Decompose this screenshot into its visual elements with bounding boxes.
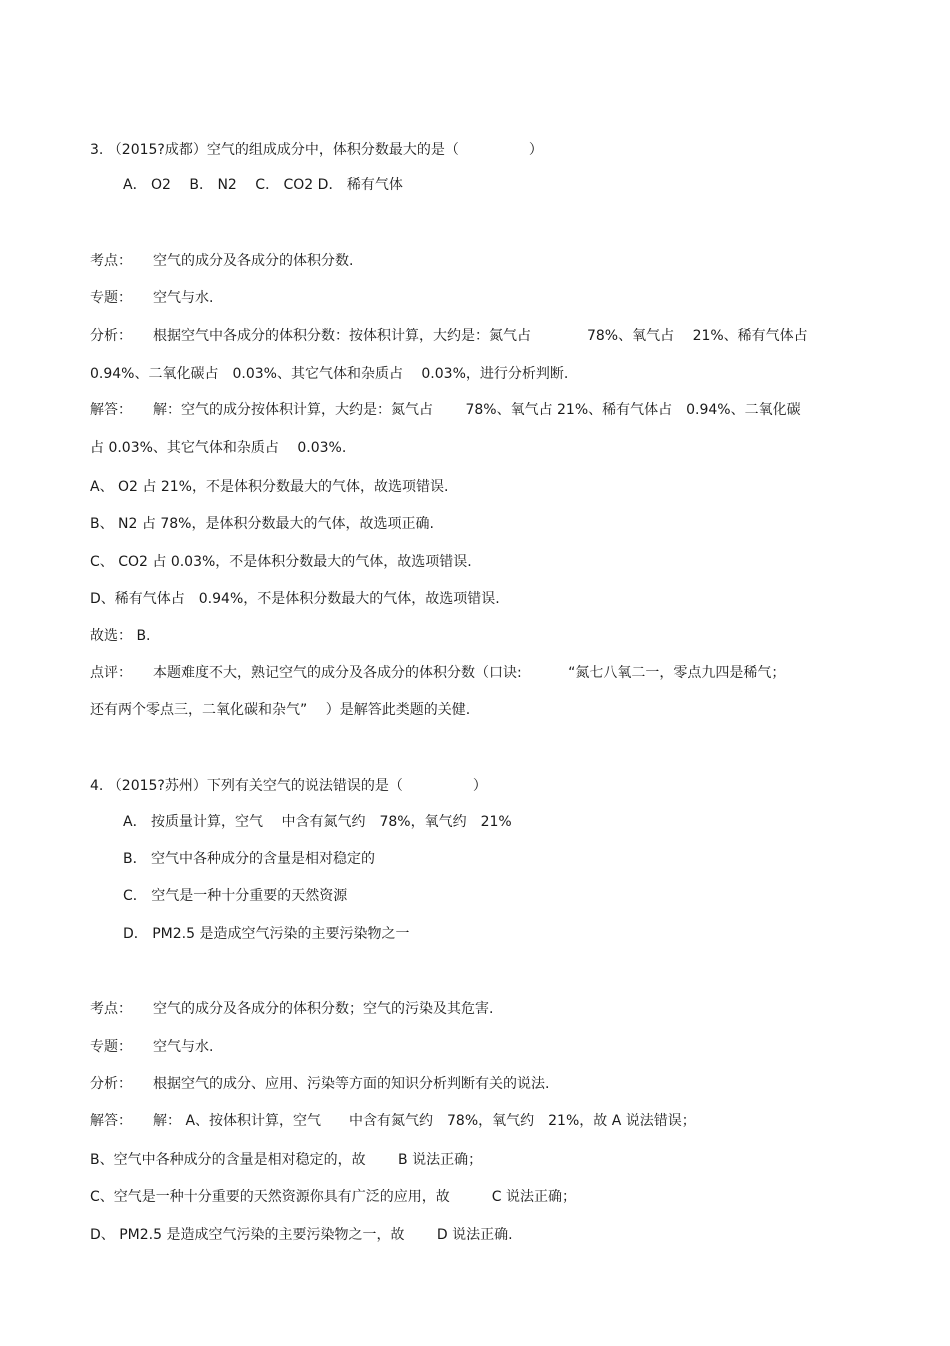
q4-analysis: 分析： 根据空气的成分、应用、污染等方面的知识分析判断有关的说法. <box>90 1076 550 1092</box>
q3-topic: 专题： 空气与水. <box>90 290 214 306</box>
question-4-option-b: B． 空气中各种成分的含量是相对稳定的 <box>123 851 376 867</box>
q4-topic: 专题： 空气与水. <box>90 1039 214 1055</box>
q4-option-d-explanation: D、 PM2.5 是造成空气污染的主要污染物之一，故 D 说法正确. <box>90 1227 513 1243</box>
question-3-stem: 3. （2015?成都）空气的组成成分中，体积分数最大的是（ ） <box>90 142 543 158</box>
q3-option-a-explanation: A、 O2 占 21%，不是体积分数最大的气体，故选项错误. <box>90 479 449 495</box>
q3-analysis-line-2: 0.94%、二氧化碳占 0.03%、其它气体和杂质占 0.03%，进行分析判断. <box>90 366 569 382</box>
q4-solution-line-1: 解答： 解： A、按体积计算，空气 中含有氮气约 78%，氧气约 21%，故 A 说法错误； <box>90 1113 696 1129</box>
q3-test-point: 考点： 空气的成分及各成分的体积分数. <box>90 253 354 269</box>
q3-answer: 故选： B. <box>90 628 151 644</box>
question-4-option-a: A． 按质量计算，空气 中含有氮气约 78%，氧气约 21% <box>123 814 512 830</box>
q3-solution-line-1: 解答： 解：空气的成分按体积计算，大约是：氮气占 78%、氧气占 21%、稀有气体占 0.94%、二氧化碳 <box>90 402 801 418</box>
question-4-option-d: D． PM2.5 是造成空气污染的主要污染物之一 <box>123 926 410 942</box>
question-4-option-c: C． 空气是一种十分重要的天然资源 <box>123 888 348 904</box>
q3-option-c-explanation: C、 CO2 占 0.03%，不是体积分数最大的气体，故选项错误. <box>90 554 472 570</box>
question-4-stem: 4. （2015?苏州）下列有关空气的说法错误的是（ ） <box>90 778 487 794</box>
q4-test-point: 考点： 空气的成分及各成分的体积分数；空气的污染及其危害. <box>90 1001 494 1017</box>
q4-option-c-explanation: C、空气是一种十分重要的天然资源你具有广泛的应用，故 C 说法正确； <box>90 1189 576 1205</box>
q4-option-b-explanation: B、空气中各种成分的含量是相对稳定的，故 B 说法正确； <box>90 1152 483 1168</box>
q3-option-d-explanation: D、稀有气体占 0.94%，不是体积分数最大的气体，故选项错误. <box>90 591 500 607</box>
q3-analysis-line-1: 分析： 根据空气中各成分的体积分数：按体积计算，大约是：氮气占 78%、氧气占 21%、稀有气体占 <box>90 328 808 344</box>
q3-solution-line-2: 占 0.03%、其它气体和杂质占 0.03%. <box>90 440 347 456</box>
q3-comment-line-2: 还有两个零点三，二氧化碳和杂气” ）是解答此类题的关健. <box>90 702 471 718</box>
q3-comment-line-1: 点评： 本题难度不大，熟记空气的成分及各成分的体积分数（口诀: “氮七八氧二一，零点九四是稀气； <box>90 665 786 681</box>
question-3-options: A． O2 B． N2 C． CO2 D． 稀有气体 <box>123 177 403 193</box>
q3-option-b-explanation: B、 N2 占 78%，是体积分数最大的气体，故选项正确. <box>90 516 434 532</box>
